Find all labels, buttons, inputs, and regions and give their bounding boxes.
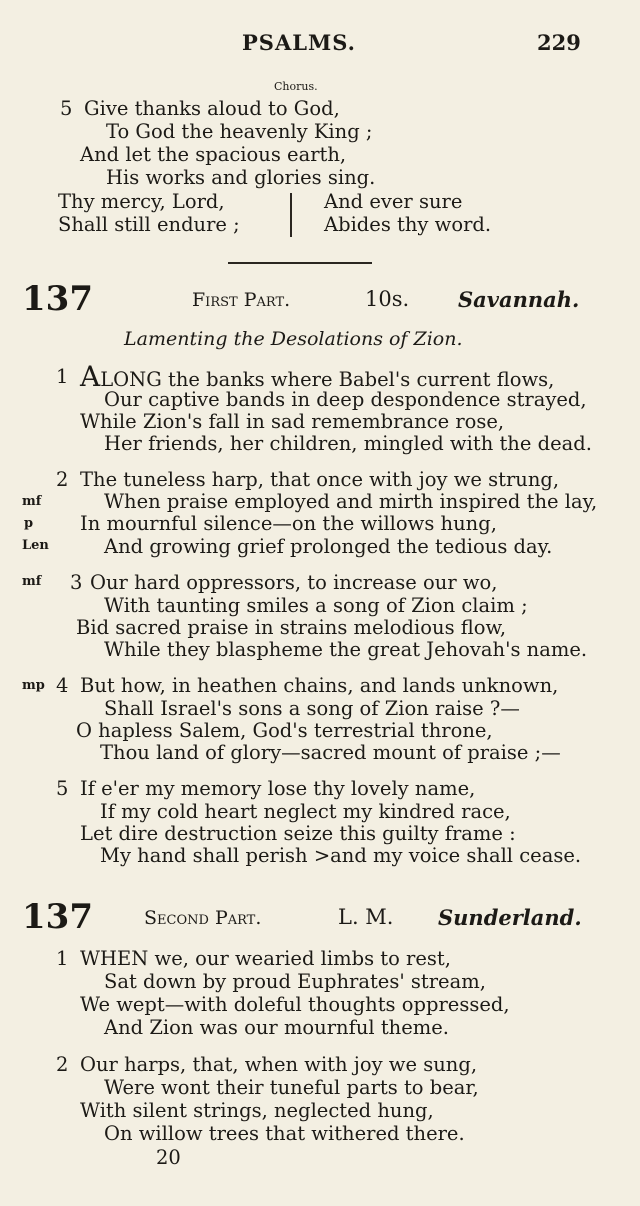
verse-line: While they blaspheme the great Jehovah's name. [104, 638, 588, 661]
dynamic-mark: Len [22, 538, 49, 553]
stanza-number: 1 [56, 947, 69, 970]
stanza-number: 5 [56, 777, 69, 800]
tune-name: Savannah. [458, 287, 580, 312]
hymn-number: 137 [22, 897, 93, 937]
verse-line: If my cold heart neglect my kindred race, [100, 800, 511, 823]
stanza-number: 2 [56, 468, 69, 491]
verse-line: Our hard oppressors, to increase our wo, [90, 571, 498, 594]
hymn-meter: 10s. [365, 287, 410, 311]
dynamic-mark: p [24, 516, 34, 531]
verse-line: With taunting smiles a song of Zion claim ; [104, 594, 528, 617]
chorus-line-left: Thy mercy, Lord, [58, 190, 225, 213]
hymn-number: 137 [22, 279, 93, 319]
verse-line: We wept—with doleful thoughts oppressed, [80, 993, 510, 1016]
dynamic-mark: mf [22, 574, 42, 589]
chorus-line-left: Shall still endure ; [58, 213, 240, 236]
verse-line: Thou land of glory—sacred mount of praise ;— [100, 741, 561, 764]
verse-line: Were wont their tuneful parts to bear, [104, 1076, 479, 1099]
verse-line: Sat down by proud Euphrates' stream, [104, 970, 486, 993]
tune-name: Sunderland. [438, 905, 582, 930]
verse-line: With silent strings, neglected hung, [80, 1099, 434, 1122]
dynamic-mark: mf [22, 494, 42, 509]
verse-line: But how, in heathen chains, and lands unknown, [80, 674, 559, 697]
section-divider [228, 262, 372, 264]
chorus-line-right: And ever sure [324, 190, 463, 213]
verse-line: Our captive bands in deep despondence strayed, [104, 388, 587, 411]
verse-line: O hapless Salem, God's terrestrial throne, [76, 719, 493, 742]
verse-line: WHEN we, our wearied limbs to rest, [80, 947, 451, 970]
dynamic-mark: mp [22, 678, 45, 693]
stanza-number: 5 [60, 97, 73, 120]
chorus-label: Chorus. [274, 80, 318, 93]
verse-line: And Zion was our mournful theme. [104, 1016, 449, 1039]
verse-line: And let the spacious earth, [80, 143, 347, 166]
verse-line: To God the heavenly King ; [106, 120, 373, 143]
stanza-number: 2 [56, 1053, 69, 1076]
verse-line: My hand shall perish >and my voice shall cease. [100, 844, 582, 867]
verse-line: On willow trees that withered there. [104, 1122, 465, 1145]
hymn-part: Second Part. [144, 907, 262, 929]
verse-line: His works and glories sing. [106, 166, 376, 189]
chorus-divider [290, 193, 292, 237]
signature-mark: 20 [156, 1146, 181, 1169]
verse-line: Our harps, that, when with joy we sung, [80, 1053, 478, 1076]
chorus-line-right: Abides thy word. [324, 213, 492, 236]
hymn-part: First Part. [192, 289, 291, 311]
hymn-subtitle: Lamenting the Desolations of Zion. [124, 328, 463, 350]
verse-line: And growing grief prolonged the tedious day. [104, 535, 553, 558]
verse-line: Her friends, her children, mingled with the dead. [104, 432, 592, 455]
verse-line: Bid sacred praise in strains melodious flow, [76, 616, 507, 639]
running-title: PSALMS. [242, 30, 356, 55]
verse-line: In mournful silence—on the willows hung, [80, 512, 497, 535]
stanza-number: 1 [56, 365, 69, 388]
verse-text: LONG the banks where Babel's current flows, [100, 368, 555, 391]
hymn-meter: L. M. [338, 905, 394, 929]
stanza-number: 3 [70, 571, 83, 594]
verse-line: Shall Israel's sons a song of Zion raise ?— [104, 697, 520, 720]
drop-cap: A [80, 360, 101, 393]
verse-line: Let dire destruction seize this guilty frame : [80, 822, 516, 845]
stanza-number: 4 [56, 674, 69, 697]
verse-line: While Zion's fall in sad remembrance rose, [80, 410, 505, 433]
verse-line: The tuneless harp, that once with joy we strung, [80, 468, 560, 491]
page-number: 229 [537, 30, 581, 55]
verse-line: Give thanks aloud to God, [84, 97, 340, 120]
verse-line: If e'er my memory lose thy lovely name, [80, 777, 476, 800]
verse-line: When praise employed and mirth inspired the lay, [104, 490, 598, 513]
